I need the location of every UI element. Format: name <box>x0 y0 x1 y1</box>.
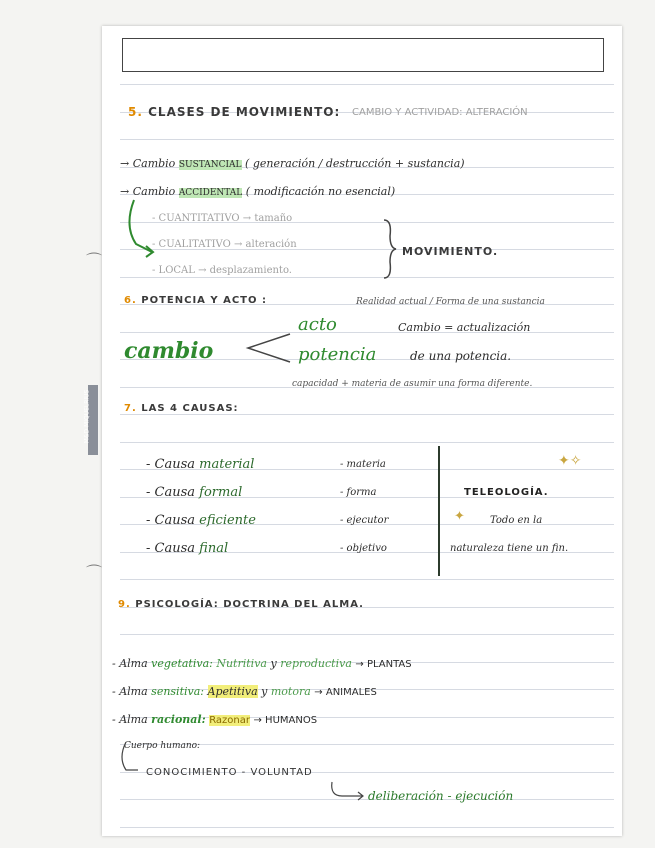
s5-line-2-rest: ( modificación no esencial) <box>245 185 396 198</box>
heading-9-number: 9. <box>118 599 131 610</box>
s9-alma-1 <box>112 658 412 670</box>
s7-teleo-1: Todo en la <box>490 515 543 526</box>
s7-cause-1-label: - Causa <box>146 457 196 472</box>
s7-teleo-2: naturaleza tiene un fin. <box>450 543 569 554</box>
s7-cause-4-key: final <box>199 541 229 556</box>
s9-alma-1-label: - Alma <box>112 657 148 670</box>
s7-cause-1-key: material <box>199 457 255 472</box>
s9-alma-3-key: racional: <box>151 713 206 726</box>
s9-alma-2-y: y <box>261 685 268 698</box>
ruled-line <box>120 827 614 828</box>
brand-label: M&D MIQUELRIUS <box>83 389 91 444</box>
brand-sidebar <box>83 385 98 455</box>
s7-cause-3-label: - Causa <box>146 513 196 528</box>
heading-5-faint: CAMBIO Y ACTIVIDAD: ALTERACIÓN <box>352 107 528 118</box>
s7-cause-4 <box>146 542 228 555</box>
s9-deliberacion: deliberación - ejecución <box>368 789 514 803</box>
ruled-line <box>120 579 614 580</box>
s9-alma-2 <box>112 686 377 698</box>
heading-5 <box>128 106 340 118</box>
s9-alma-1-key: vegetativa: <box>151 657 213 670</box>
ruled-line <box>120 139 614 140</box>
s9-alma-3-n: Razonar <box>209 715 250 726</box>
s6-cambio-eq: Cambio = actualización <box>398 321 531 334</box>
s6-potencia: potencia <box>298 344 377 365</box>
heading-5-title: CLASES DE MOVIMIENTO: <box>148 105 341 119</box>
s6-de-una: de una potencia. <box>410 349 512 363</box>
s7-cause-2-value: - forma <box>340 487 377 498</box>
s7-cause-2-label: - Causa <box>146 485 196 500</box>
s9-cuerpo: Cuerpo humano: <box>124 741 201 751</box>
s7-cause-1 <box>146 458 254 471</box>
s9-alma-1-y: y <box>270 657 277 670</box>
s9-alma-1-n: Nutritiva <box>216 657 267 670</box>
hole-mark-icon: ⌒ <box>86 251 103 270</box>
ruled-line <box>120 84 614 85</box>
hole-mark-icon: ⌒ <box>86 563 103 582</box>
s6-capacidad: capacidad + materia de asumir una forma diferente. <box>292 379 533 389</box>
heading-6-title: POTENCIA Y ACTO : <box>141 295 267 306</box>
s5-line-1-rest: ( generación / destrucción + sustancia) <box>245 157 465 170</box>
heading-5-number: 5. <box>128 105 143 119</box>
heading-7-title: LAS 4 CAUSAS: <box>141 403 239 414</box>
heading-9 <box>118 600 364 610</box>
s9-alma-2-key: sensitiva: <box>151 685 204 698</box>
s9-bracket-arrow <box>116 740 146 780</box>
s5-right-brace <box>380 218 400 280</box>
s7-cause-2-key: formal <box>199 485 243 500</box>
s7-cause-3 <box>146 514 256 527</box>
s5-sub-1: - CUANTITATIVO → tamaño <box>152 213 293 224</box>
s5-line-1 <box>120 158 465 170</box>
s7-teleologia: TELEOLOGÍA. <box>464 487 549 498</box>
heading-6-note: Realidad actual / Forma de una sustancia <box>356 297 545 307</box>
s9-hook-arrow <box>328 780 368 802</box>
s9-alma-3 <box>112 714 317 726</box>
ruled-line <box>120 442 614 443</box>
s6-acto: acto <box>298 314 337 335</box>
s7-cause-3-key: eficiente <box>199 513 256 528</box>
s7-cause-4-value: - objetivo <box>340 543 387 554</box>
heading-6-number: 6. <box>124 295 137 306</box>
s9-alma-1-r: reproductiva <box>280 657 352 670</box>
s5-brace-arrow <box>122 196 162 276</box>
heading-9-title: PSICOLOGÍA: DOCTRINA DEL ALMA. <box>135 599 364 610</box>
ruled-line <box>120 634 614 635</box>
s9-alma-2-n: Apetitiva <box>207 685 258 698</box>
s5-sub-3: - LOCAL → desplazamiento. <box>152 265 292 276</box>
s9-alma-3-target: → HUMANOS <box>253 715 318 726</box>
heading-6 <box>124 296 267 306</box>
s5-line-2-arrow: → Cambio <box>120 185 176 198</box>
s6-fork-arrow <box>240 330 296 366</box>
s5-line-1-key: SUSTANCIAL <box>178 160 242 170</box>
header-box <box>122 38 604 72</box>
s5-line-1-arrow: → Cambio <box>120 157 176 170</box>
sparkle-icon: ✦✧ <box>558 453 582 469</box>
ruled-line <box>120 414 614 415</box>
sparkle-icon: ✦ <box>454 509 465 524</box>
heading-7-number: 7. <box>124 403 137 414</box>
heading-7 <box>124 404 239 414</box>
s7-cause-3-value: - ejecutor <box>340 515 389 526</box>
s9-alma-2-label: - Alma <box>112 685 148 698</box>
s9-alma-1-target: → PLANTAS <box>355 659 412 670</box>
s7-cause-4-label: - Causa <box>146 541 196 556</box>
ruled-line <box>120 332 614 333</box>
s6-cambio: cambio <box>124 338 214 364</box>
s7-cause-2 <box>146 486 242 499</box>
s7-cause-1-value: - materia <box>340 459 386 470</box>
s9-alma-2-target: → ANIMALES <box>314 687 377 698</box>
s5-sub-2: - CUALITATIVO → alteración <box>152 239 297 250</box>
s9-alma-2-r: motora <box>270 685 311 698</box>
s7-divider <box>438 446 440 576</box>
s9-alma-3-label: - Alma <box>112 713 148 726</box>
s5-line-2-key: ACCIDENTAL <box>178 188 243 198</box>
s9-conocimiento: CONOCIMIENTO - VOLUNTAD <box>146 767 313 778</box>
s5-movimiento: MOVIMIENTO. <box>402 245 499 258</box>
notebook-page <box>102 26 622 836</box>
ruled-line <box>120 277 614 278</box>
